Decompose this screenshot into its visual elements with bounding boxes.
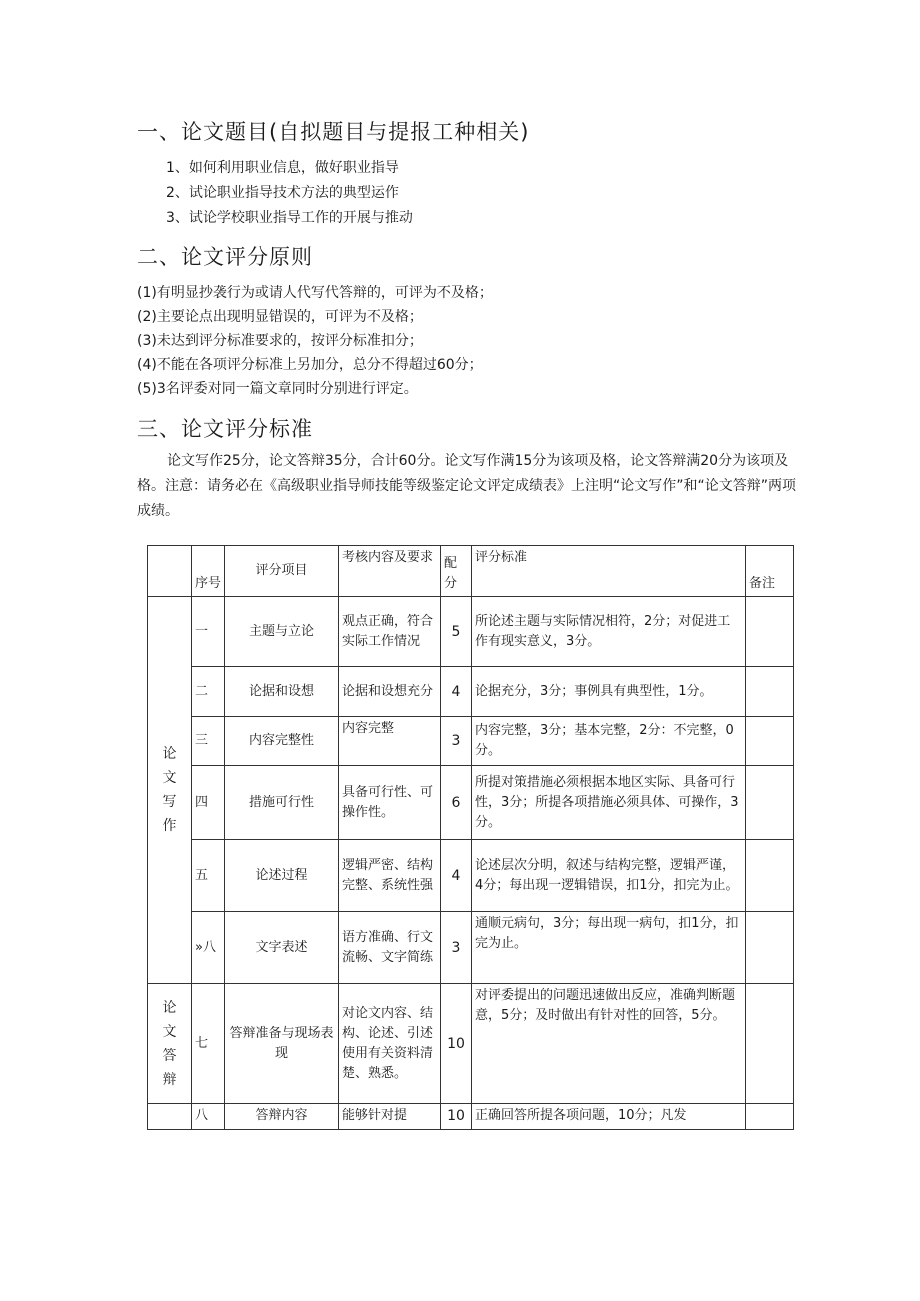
row-content: 具备可行性、可操作性。 bbox=[339, 766, 441, 840]
table-row bbox=[148, 912, 794, 984]
header-group-cell bbox=[148, 546, 192, 597]
table-row bbox=[148, 667, 794, 717]
row-content: 论据和设想充分 bbox=[339, 667, 441, 717]
row-score: 3 bbox=[441, 717, 472, 766]
row-remark bbox=[746, 667, 794, 717]
row-seq: 四 bbox=[192, 766, 225, 840]
row-remark bbox=[746, 717, 794, 766]
row-seq: 二 bbox=[192, 667, 225, 717]
row-score: 4 bbox=[441, 840, 472, 912]
header-standard: 评分标准 bbox=[472, 546, 746, 597]
row-standard: 正确回答所提各项问题，10分；凡发 bbox=[472, 1104, 746, 1130]
row-standard: 论据充分，3分；事例具有典型性，1分。 bbox=[472, 667, 746, 717]
row-remark bbox=[746, 597, 794, 667]
row-remark bbox=[746, 912, 794, 984]
topic-item: 3、试论学校职业指导工作的开展与推动 bbox=[166, 210, 413, 226]
header-item: 评分项目 bbox=[225, 546, 339, 597]
row-score: 6 bbox=[441, 766, 472, 840]
header-content: 考核内容及要求 bbox=[339, 546, 441, 597]
row-seq: »八 bbox=[192, 912, 225, 984]
topic-item: 1、如何利用职业信息，做好职业指导 bbox=[166, 160, 399, 176]
rule-item: (2)主要论点出现明显错误的，可评为不及格； bbox=[137, 309, 423, 325]
header-seq: 序号 bbox=[192, 546, 225, 597]
row-item: 论述过程 bbox=[225, 840, 339, 912]
header-score: 配分 bbox=[441, 546, 472, 597]
table-row bbox=[148, 717, 794, 766]
row-content: 语方准确、行文流畅、文字简练 bbox=[339, 912, 441, 984]
row-item: 主题与立论 bbox=[225, 597, 339, 667]
row-content: 能够针对提 bbox=[339, 1104, 441, 1130]
row-remark bbox=[746, 1104, 794, 1130]
row-seq: 五 bbox=[192, 840, 225, 912]
row-item: 答辩准备与现场表现 bbox=[225, 984, 339, 1104]
topic-item: 2、试论职业指导技术方法的典型运作 bbox=[166, 185, 399, 201]
row-seq: 三 bbox=[192, 717, 225, 766]
table-row bbox=[148, 984, 794, 1104]
row-remark bbox=[746, 840, 794, 912]
row-content: 逻辑严密、结构完整、系统性强 bbox=[339, 840, 441, 912]
section1-heading: 一、论文题目(自拟题目与提报工种相关) bbox=[137, 120, 530, 144]
rule-item: (3)未达到评分标准要求的，按评分标准扣分； bbox=[137, 333, 423, 349]
row-score: 10 bbox=[441, 1104, 472, 1130]
table-header-row bbox=[148, 546, 794, 597]
row-item: 文字表述 bbox=[225, 912, 339, 984]
row-score: 4 bbox=[441, 667, 472, 717]
row-standard: 所论述主题与实际情况相符，2分；对促进工作有现实意义，3分。 bbox=[472, 597, 746, 667]
section3-heading: 三、论文评分标准 bbox=[137, 417, 313, 441]
row-standard: 对评委提出的问题迅速做出反应，准确判断题意，5分；及时做出有针对性的回答，5分。 bbox=[472, 984, 746, 1104]
row-score: 10 bbox=[441, 984, 472, 1104]
row-content: 内容完整 bbox=[339, 717, 441, 766]
table-row bbox=[148, 597, 794, 667]
row-score: 5 bbox=[441, 597, 472, 667]
scoring-table bbox=[147, 545, 794, 1130]
row-seq: 八 bbox=[192, 1104, 225, 1130]
row-seq: 七 bbox=[192, 984, 225, 1104]
header-remark: 备注 bbox=[746, 546, 794, 597]
group-writing: 论 文 写 作 bbox=[148, 597, 192, 984]
table-row bbox=[148, 766, 794, 840]
row-remark bbox=[746, 984, 794, 1104]
rule-item: (5)3名评委对同一篇文章同时分别进行评定。 bbox=[137, 381, 418, 397]
section2-heading: 二、论文评分原则 bbox=[137, 245, 313, 269]
row-item: 内容完整性 bbox=[225, 717, 339, 766]
row-item: 措施可行性 bbox=[225, 766, 339, 840]
group-defense: 论 文 答 辩 bbox=[148, 984, 192, 1104]
rule-item: (4)不能在各项评分标准上另加分，总分不得超过60分； bbox=[137, 357, 483, 373]
row-score: 3 bbox=[441, 912, 472, 984]
table-row bbox=[148, 1104, 794, 1130]
scoring-paragraph: 论文写作25分，论文答辩35分，合计60分。论文写作满15分为该项及格，论文答辩满20分为该项及格。注意：请务必在《高级职业指导师技能等级鉴定论文评定成绩表》上注明“论文写作”和“论文答辩”两项成绩。 bbox=[137, 453, 797, 519]
row-group-empty bbox=[148, 1104, 192, 1130]
row-item: 论据和设想 bbox=[225, 667, 339, 717]
rule-item: (1)有明显抄袭行为或请人代写代答辩的，可评为不及格； bbox=[137, 285, 493, 301]
row-standard: 所提对策措施必须根据本地区实际、具备可行性，3分；所提各项措施必须具体、可操作，3分。 bbox=[472, 766, 746, 840]
row-standard: 内容完整，3分；基本完整，2分：不完整，0分。 bbox=[472, 717, 746, 766]
row-seq: 一 bbox=[192, 597, 225, 667]
row-content: 观点正确，符合实际工作情况 bbox=[339, 597, 441, 667]
table-row bbox=[148, 840, 794, 912]
row-item: 答辩内容 bbox=[225, 1104, 339, 1130]
row-standard: 通顺元病句，3分；每出现一病句，扣1分，扣完为止。 bbox=[472, 912, 746, 984]
row-remark bbox=[746, 766, 794, 840]
row-standard: 论述层次分明，叙述与结构完整，逻辑严谨，4分；每出现一逻辑错误，扣1分，扣完为止。 bbox=[472, 840, 746, 912]
row-content: 对论文内容、结构、论述、引述使用有关资料清楚、熟悉。 bbox=[339, 984, 441, 1104]
